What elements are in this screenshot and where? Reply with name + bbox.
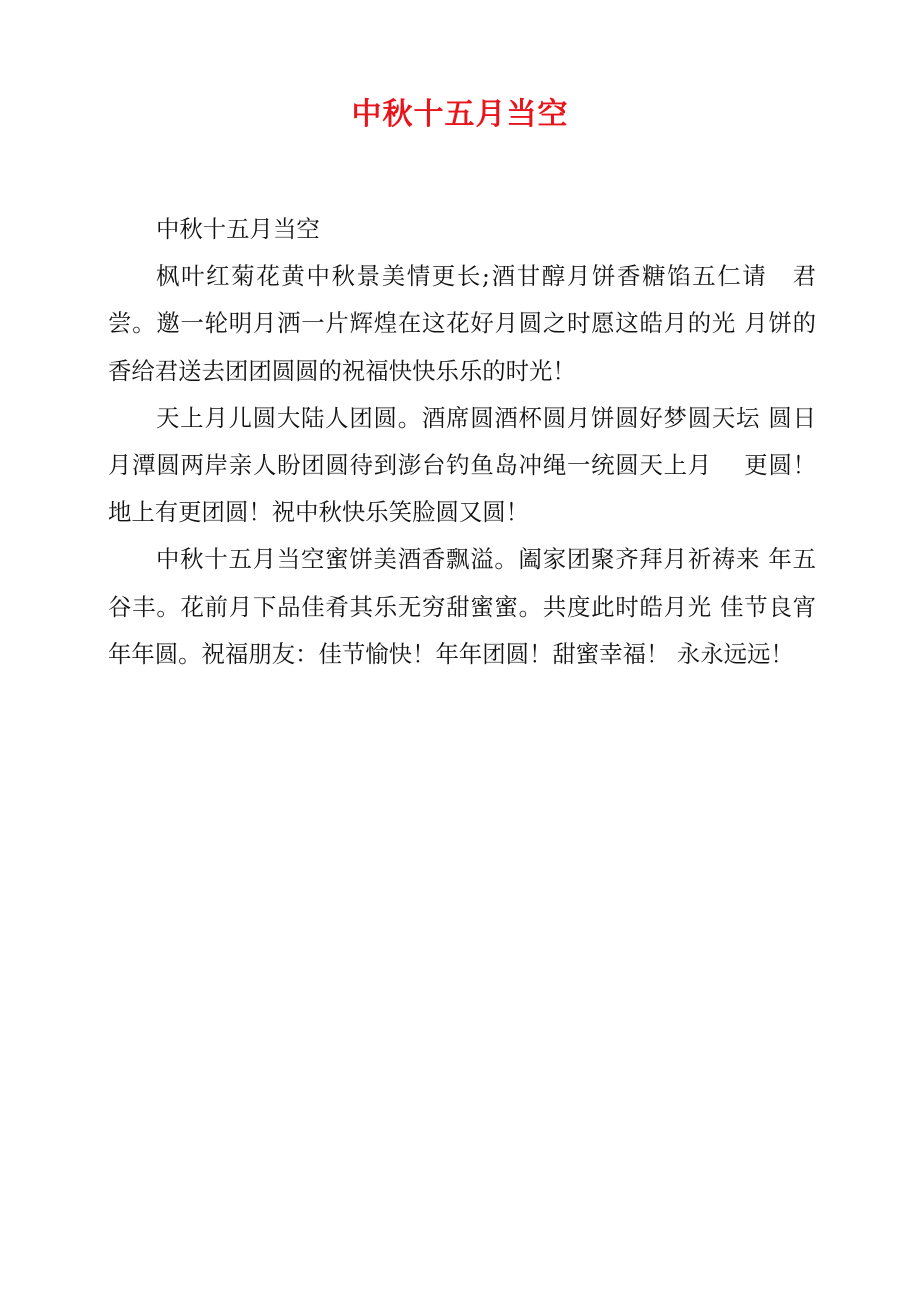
document-body <box>108 206 816 678</box>
paragraph-2: 天上月儿圆大陆人团圆。酒席圆酒杯圆月饼圆好梦圆天坛 圆日月潭圆两岸亲人盼团圆待到澎台钓鱼岛冲绳一统圆天上月 更圆！地上有更团圆！祝中秋快乐笑脸圆又圆！ <box>108 403 816 527</box>
paragraph-1: 枫叶红菊花黄中秋景美情更长;酒甘醇月饼香糖馅五仁请 君尝。邀一轮明月洒一片辉煌在这花好月圆之时愿这皓月的光 月饼的香给君送去团团圆圆的祝福快快乐乐的时光！ <box>108 262 816 385</box>
paragraph-subtitle: 中秋十五月当空 <box>156 215 320 243</box>
paragraph-3: 中秋十五月当空蜜饼美酒香飘溢。阖家团聚齐拜月祈祷来 年五谷丰。花前月下品佳肴其乐无穷甜蜜蜜。共度此时皓月光 佳节良宵年年圆。祝福朋友：佳节愉快！年年团圆！甜蜜幸福！ 永永远远！ <box>108 545 816 668</box>
document-title: 中秋十五月当空 <box>351 97 569 132</box>
